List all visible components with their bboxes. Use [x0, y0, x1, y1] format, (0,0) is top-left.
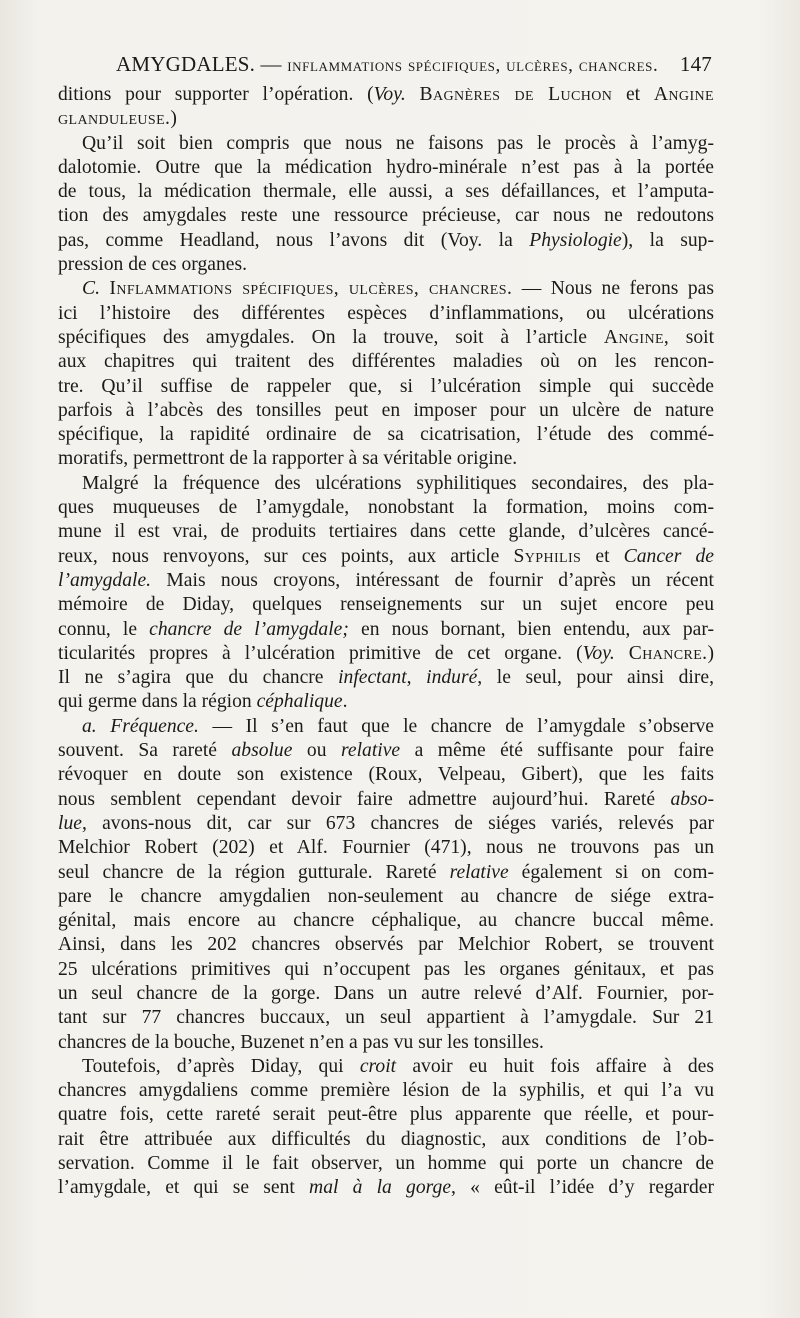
running-header [58, 48, 714, 78]
text-line: seul chancre de la région gutturale. Rareté relative également si on com- [58, 861, 714, 883]
header-section: inflammations spécifiques, ulcères, chancres. [287, 55, 659, 76]
text-line: servation. Comme il le fait observer, un homme qui porte un chancre de [58, 1153, 714, 1175]
text-line: aux chapitres qui traitent des différentes maladies où on les rencon- [58, 351, 714, 373]
text-line: ditions pour supporter l’opération. (Voy. Bagnères de Luchon et Angine [58, 84, 714, 105]
text-line: mémoire de Diday, quelques renseignements sur un sujet encore peu [58, 594, 714, 616]
text-line: l’amygdale, et qui se sent mal à la gorge, « eût-il l’idée d’y regarder [58, 1177, 714, 1199]
text-line: dalotomie. Outre que la médication hydro-minérale n’est pas à la portée [58, 156, 714, 178]
text-line: pas, comme Headland, nous l’avons dit (Voy. la Physiologie), la sup- [58, 229, 714, 251]
text-line: 25 ulcérations primitives qui n’occupent pas les organes génitaux, et pas [58, 958, 714, 980]
text-line: spécifique, la rapidité ordinaire de sa cicatrisation, l’étude des commé- [58, 424, 714, 446]
text-line: Malgré la fréquence des ulcérations syphilitiques secondaires, des pla- [82, 472, 714, 494]
page-number: 147 [679, 52, 712, 76]
header-title: AMYGDALES. [116, 52, 256, 76]
text-line: ques muqueuses de l’amygdale, nonobstant la formation, moins com- [58, 497, 714, 519]
text-line: tant sur 77 chancres buccaux, un seul appartient à l’amygdale. Sur 21 [58, 1007, 714, 1029]
text-line: quatre fois, cette rareté serait peut-être plus apparente que réelle, et pour- [58, 1104, 714, 1126]
text-line: connu, le chancre de l’amygdale; en nous bornant, bien entendu, aux par- [58, 618, 714, 640]
text-line: parfois à l’abcès des tonsilles peut en imposer pour un ulcère de nature [58, 399, 714, 421]
text-line: de tous, la médication thermale, elle aussi, a ses défaillances, et l’amputa- [58, 181, 714, 203]
text-line: ticularités propres à l’ulcération primitive de cet organe. (Voy. Chancre.) [58, 642, 714, 664]
text-line: chancres de la bouche, Buzenet n’en a pas vu sur les tonsilles. [58, 1031, 544, 1053]
text-line: reux, nous renvoyons, sur ces points, aux article Syphilis et Cancer de [58, 545, 714, 567]
text-line: spécifiques des amygdales. On la trouve, soit à l’article Angine, soit [58, 326, 715, 348]
text-line: un seul chancre de la gorge. Dans un autre relevé d’Alf. Fournier, por- [58, 982, 714, 1004]
text-line: rait être attribuée aux difficultés du diagnostic, aux conditions de l’ob- [58, 1128, 714, 1150]
text-line: lue, avons-nous dit, car sur 673 chancres de siéges variés, relevés par [58, 812, 714, 834]
text-line: chancres amygdaliens comme première lésion de la syphilis, et qui l’a vu [58, 1080, 714, 1102]
text-line: tre. Qu’il suffise de rappeler que, si l’ulcération simple qui succède [58, 375, 714, 397]
text-line: moratifs, permettront de la rapporter à sa véritable origine. [58, 448, 518, 470]
text-line: Il ne s’agira que du chancre infectant, induré, le seul, pour ainsi dire, [58, 667, 714, 689]
text-line: Ainsi, dans les 202 chancres observés par Melchior Robert, se trouvent [58, 934, 714, 956]
text-line: ici l’histoire des différentes espèces d’inflammations, ou ulcérations [58, 302, 714, 324]
text-line: tion des amygdales reste une ressource précieuse, car nous ne redoutons [58, 205, 714, 227]
text-line: génital, mais encore au chancre céphalique, au chancre buccal même. [58, 910, 714, 932]
text-line: pression de ces organes. [58, 254, 247, 276]
text-line: nous semblent cependant devoir faire admettre aujourd’hui. Rareté abso- [58, 788, 714, 810]
text-line: pare le chancre amygdalien non-seulement au chancre de siége extra- [58, 885, 714, 907]
text-line: mune il est vrai, de produits tertiaires dans cette glande, d’ulcères cancé- [58, 521, 714, 543]
text-line: Toutefois, d’après Diday, qui croit avoir eu huit fois affaire à des [82, 1055, 714, 1077]
text-line: Melchior Robert (202) et Alf. Fournier (471), nous ne trouvons pas un [58, 837, 714, 859]
text-line: révoquer en doute son existence (Roux, Velpeau, Gibert), que les faits [58, 764, 714, 786]
body-text [58, 83, 714, 1201]
text-line: a. Fréquence. — Il s’en faut que le chancre de l’amygdale s’observe [82, 715, 714, 737]
text-line: C. Inflammations spécifiques, ulcères, chancres. — Nous ne ferons pas [82, 278, 714, 300]
text-line: qui germe dans la région céphalique. [58, 691, 348, 713]
header-text [116, 52, 658, 77]
header-dash: — [260, 52, 282, 76]
text-line: souvent. Sa rareté absolue ou relative a même été suffisante pour faire [58, 740, 715, 762]
text-line: l’amygdale. Mais nous croyons, intéressant de fournir d’après un récent [58, 569, 714, 591]
text-line: glanduleuse.) [58, 108, 177, 130]
text-line: Qu’il soit bien compris que nous ne faisons pas le procès à l’amyg- [82, 132, 714, 154]
